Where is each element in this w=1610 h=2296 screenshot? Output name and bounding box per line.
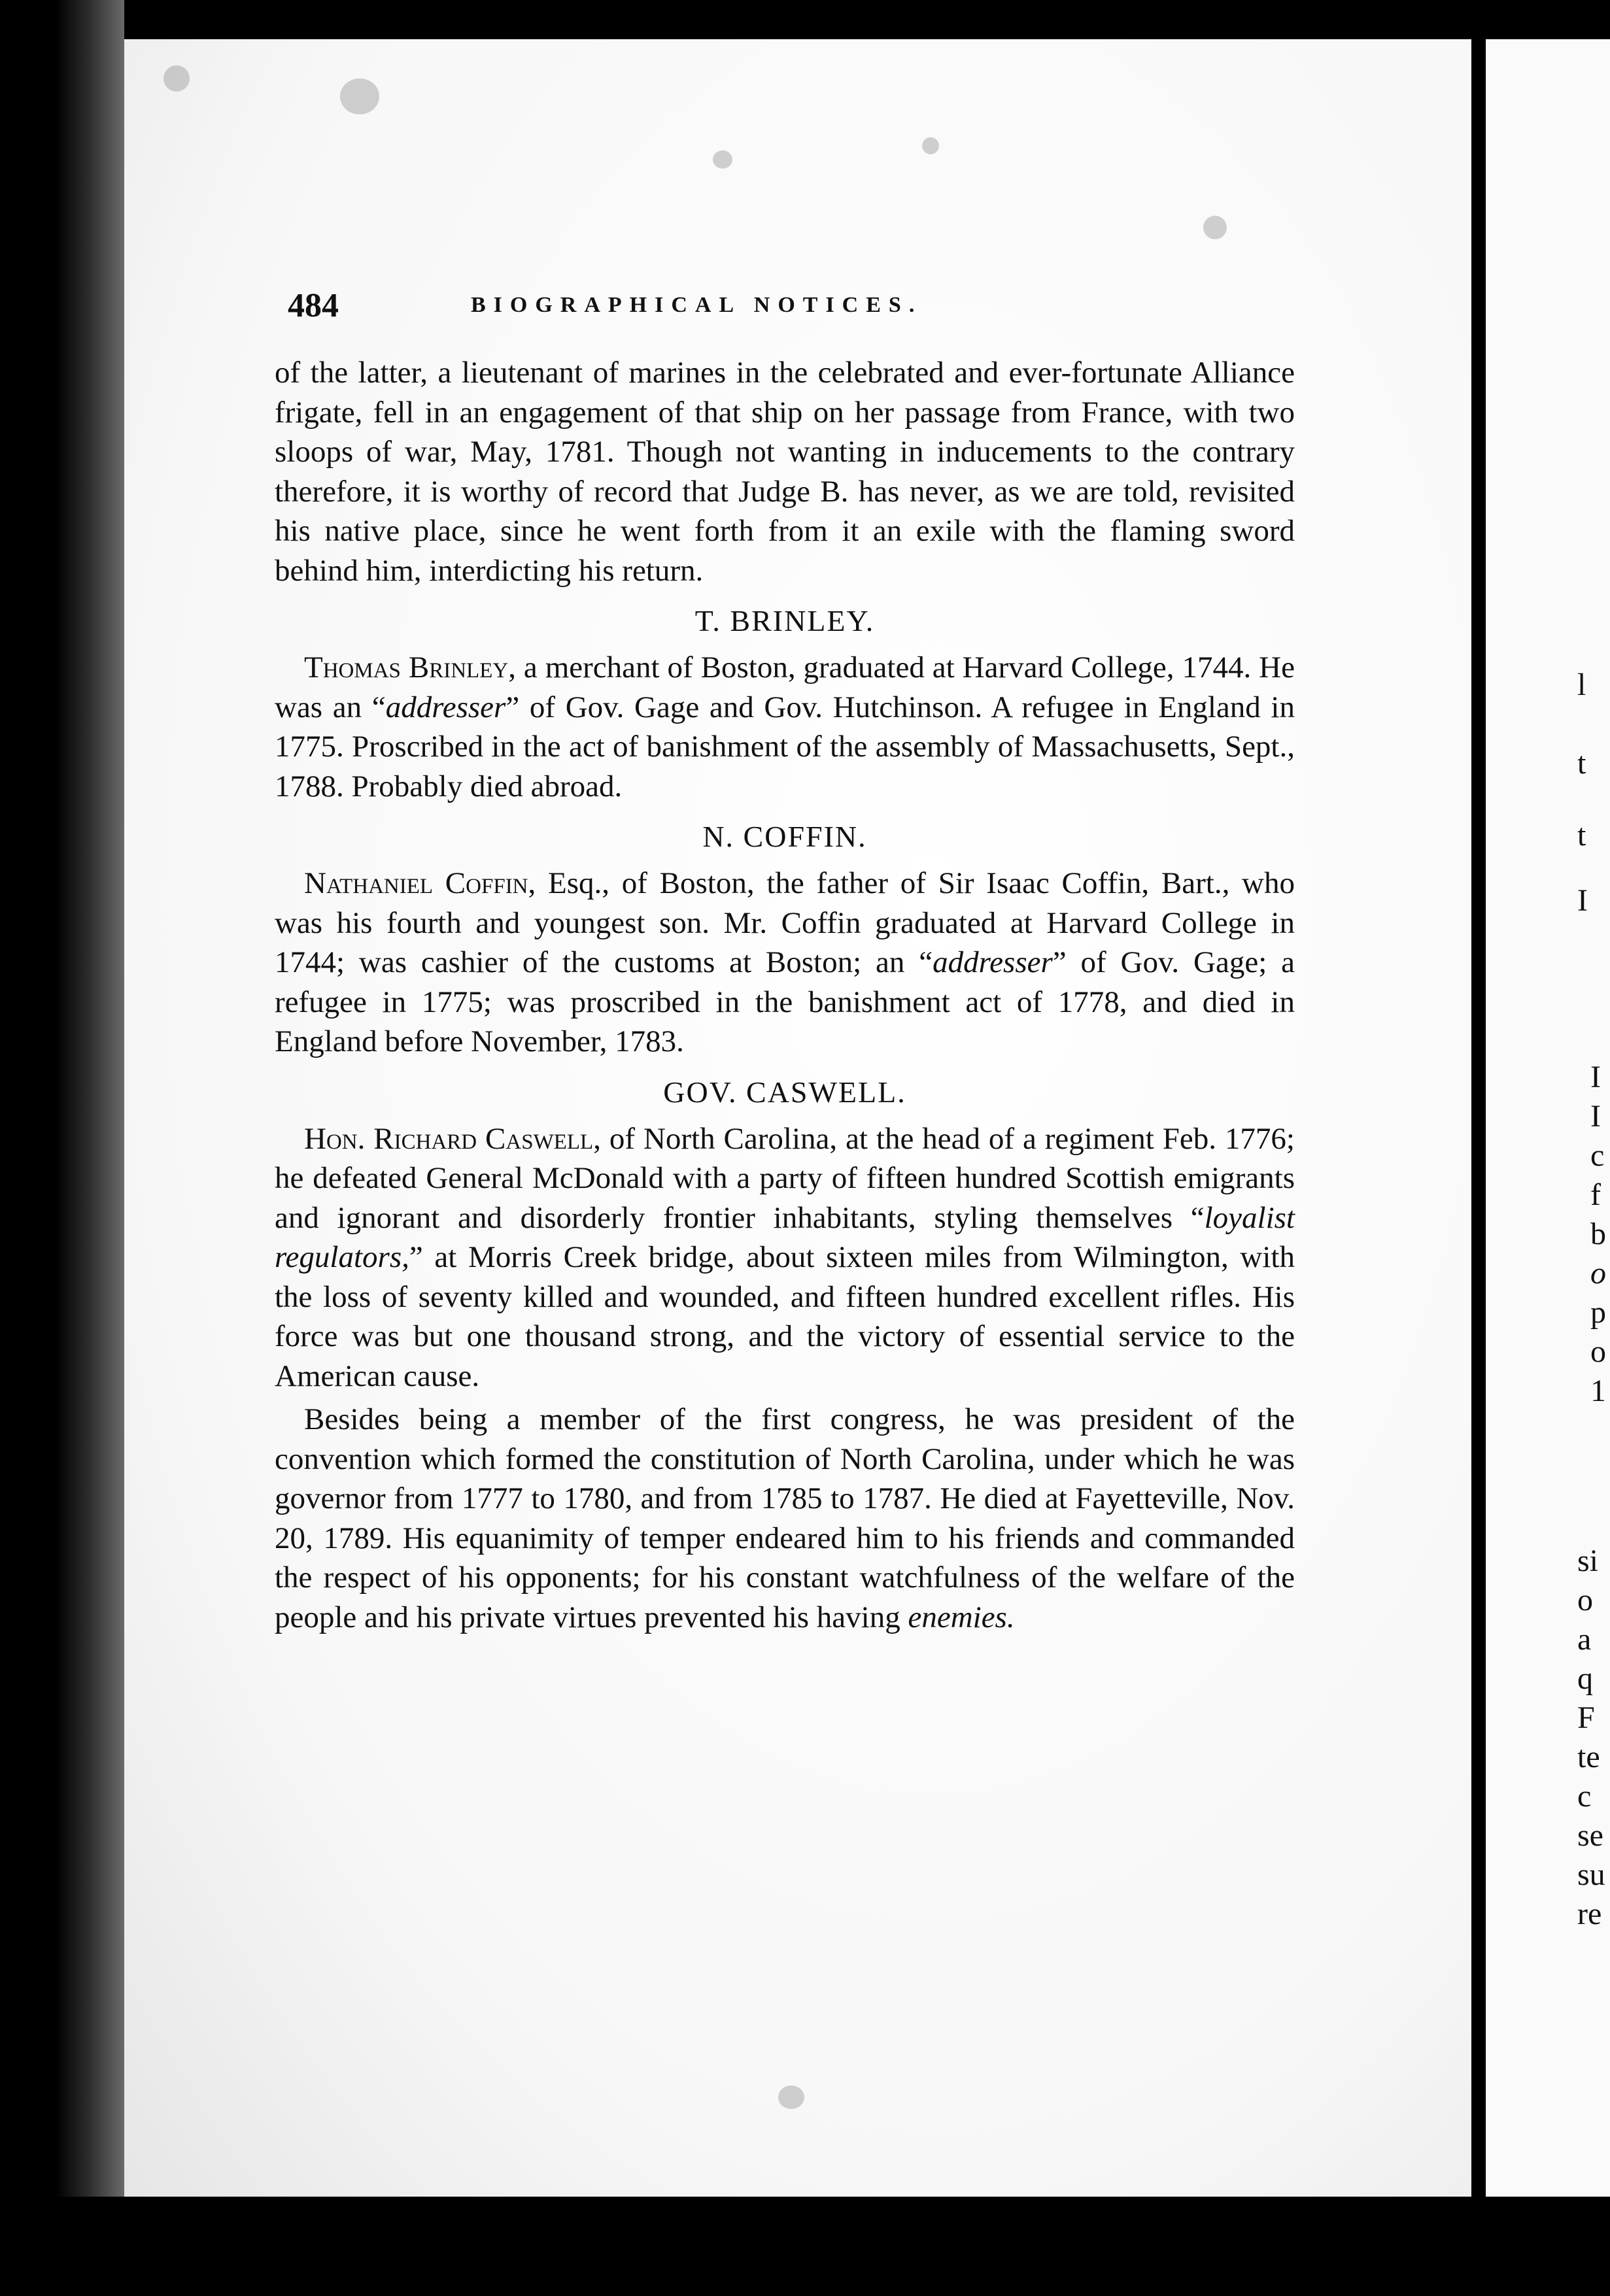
entry-coffin xyxy=(275,815,1295,1062)
adjacent-page-fragment: o xyxy=(1577,1583,1593,1617)
paper-speck xyxy=(1203,216,1227,239)
entry-lead-name: Hon. Richard Caswell xyxy=(304,1121,594,1156)
paper-speck xyxy=(922,137,939,154)
adjacent-page-fragment: l xyxy=(1577,667,1586,702)
entry-italic-term: loyalist regulators, xyxy=(275,1200,1295,1274)
adjacent-page-fragment: I xyxy=(1590,1099,1601,1134)
entry-brinley xyxy=(275,599,1295,806)
entry-italic-term: enemies. xyxy=(908,1600,1015,1634)
adjacent-page-fragment: f xyxy=(1590,1177,1601,1212)
adjacent-page-fragment: b xyxy=(1590,1217,1606,1251)
adjacent-page-fragment: F xyxy=(1577,1700,1595,1735)
adjacent-page-fragment: c xyxy=(1577,1779,1592,1814)
page-number: 484 xyxy=(288,287,339,324)
entry-lead-name: Nathaniel Coffin xyxy=(304,866,528,900)
paper-speck xyxy=(340,78,379,114)
scanner-bottom-edge xyxy=(0,2197,1610,2296)
paper-speck xyxy=(778,2085,804,2109)
entry-paragraph xyxy=(275,1119,1295,1396)
adjacent-page-fragment: t xyxy=(1577,746,1586,781)
paper-speck xyxy=(713,150,732,169)
adjacent-page-fragment: 1 xyxy=(1590,1374,1606,1408)
entry-text: ” at Morris Creek bridge, about sixteen miles from Wilmington, with the loss of seventy killed and wounded, and fifteen hundred excellent rifles. His force was but one thousand strong, and the victory of essential service to the American cause. xyxy=(275,1240,1295,1393)
adjacent-page-fragment: se xyxy=(1577,1818,1603,1853)
adjacent-page-fragment: o xyxy=(1590,1334,1606,1369)
entry-paragraph xyxy=(275,1400,1295,1637)
adjacent-page-edge xyxy=(1486,39,1610,2197)
entry-paragraph xyxy=(275,648,1295,806)
entry-italic-term: addresser xyxy=(385,690,506,724)
adjacent-page-fragment: I xyxy=(1577,883,1588,918)
adjacent-page-fragment: t xyxy=(1577,818,1586,853)
entry-text: Besides being a member of the first congress, he was president of the convention which formed the constitution of North Carolina, under which he was governor from 1777 to 1780, and from 1785 to 1787. He died at Fayetteville, Nov. 20, 1789. His equanimity of temper endeared him to his friends and commanded the respect of his opponents; for his constant watchfulness of the welfare of the people and his private virtues prevented his having xyxy=(275,1402,1295,1634)
adjacent-page-fragment: su xyxy=(1577,1857,1605,1892)
entry-text: , a merchant of Boston, graduated at Harvard College, 1744. He was an “ xyxy=(275,650,1295,724)
page-body xyxy=(275,353,1295,1637)
entry-text: , of North Carolina, at the head of a regiment Feb. 1776; he defeated General McDonald with a party of fifteen hundred Scottish emigrants and ignorant and disorderly frontier inhabitants, styling themselves “ xyxy=(275,1121,1295,1235)
adjacent-page-fragment: I xyxy=(1590,1060,1601,1094)
adjacent-page-fragment: c xyxy=(1590,1138,1605,1173)
entry-text: ” of Gov. Gage and Gov. Hutchinson. A refugee in England in 1775. Proscribed in the act of banishment of the assembly of Massachusetts, Sept., 1788. Probably died abroad. xyxy=(275,690,1295,803)
adjacent-page-fragment: q xyxy=(1577,1661,1593,1696)
adjacent-page-fragment: o xyxy=(1590,1256,1606,1291)
entry-heading: N. COFFIN. xyxy=(702,820,867,853)
continuation-paragraph: of the latter, a lieutenant of marines in the celebrated and ever-fortunate Alliance frigate, fell in an engagement of that ship on her passage from France, with two sloops of war, May, 1781. Though not wanting in inducements to the contrary therefore, it is worthy of record that Judge B. has never, as we are told, revisited his native place, since he went forth from it an exile with the flaming sword behind him, interdicting his return. xyxy=(275,356,1295,588)
adjacent-page-fragment: re xyxy=(1577,1897,1602,1931)
adjacent-page-fragment: a xyxy=(1577,1622,1592,1657)
entry-heading: GOV. CASWELL. xyxy=(663,1075,906,1109)
entry-caswell xyxy=(275,1071,1295,1638)
page-gutter xyxy=(1471,0,1486,2296)
paper-speck xyxy=(163,65,190,92)
running-head-title: BIOGRAPHICAL NOTICES. xyxy=(471,293,923,317)
adjacent-page-fragment: si xyxy=(1577,1544,1599,1578)
scanner-shadow xyxy=(0,0,124,2296)
entry-paragraph xyxy=(275,864,1295,1062)
entry-text: ” of Gov. Gage; a refugee in 1775; was proscribed in the banishment act of 1778, and died in England before November, 1783. xyxy=(275,945,1295,1058)
adjacent-page-fragment: p xyxy=(1590,1295,1606,1330)
entry-text: , Esq., of Boston, the father of Sir Isaac Coffin, Bart., who was his fourth and youngest son. Mr. Coffin graduated at Harvard College in 1744; was cashier of the customs at Boston; an “ xyxy=(275,866,1295,979)
adjacent-page-fragment: te xyxy=(1577,1740,1600,1774)
entry-italic-term: addresser xyxy=(933,945,1053,979)
entry-heading: T. BRINLEY. xyxy=(694,604,875,637)
running-head xyxy=(288,286,1308,332)
entry-lead-name: Thomas Brinley xyxy=(304,650,509,684)
